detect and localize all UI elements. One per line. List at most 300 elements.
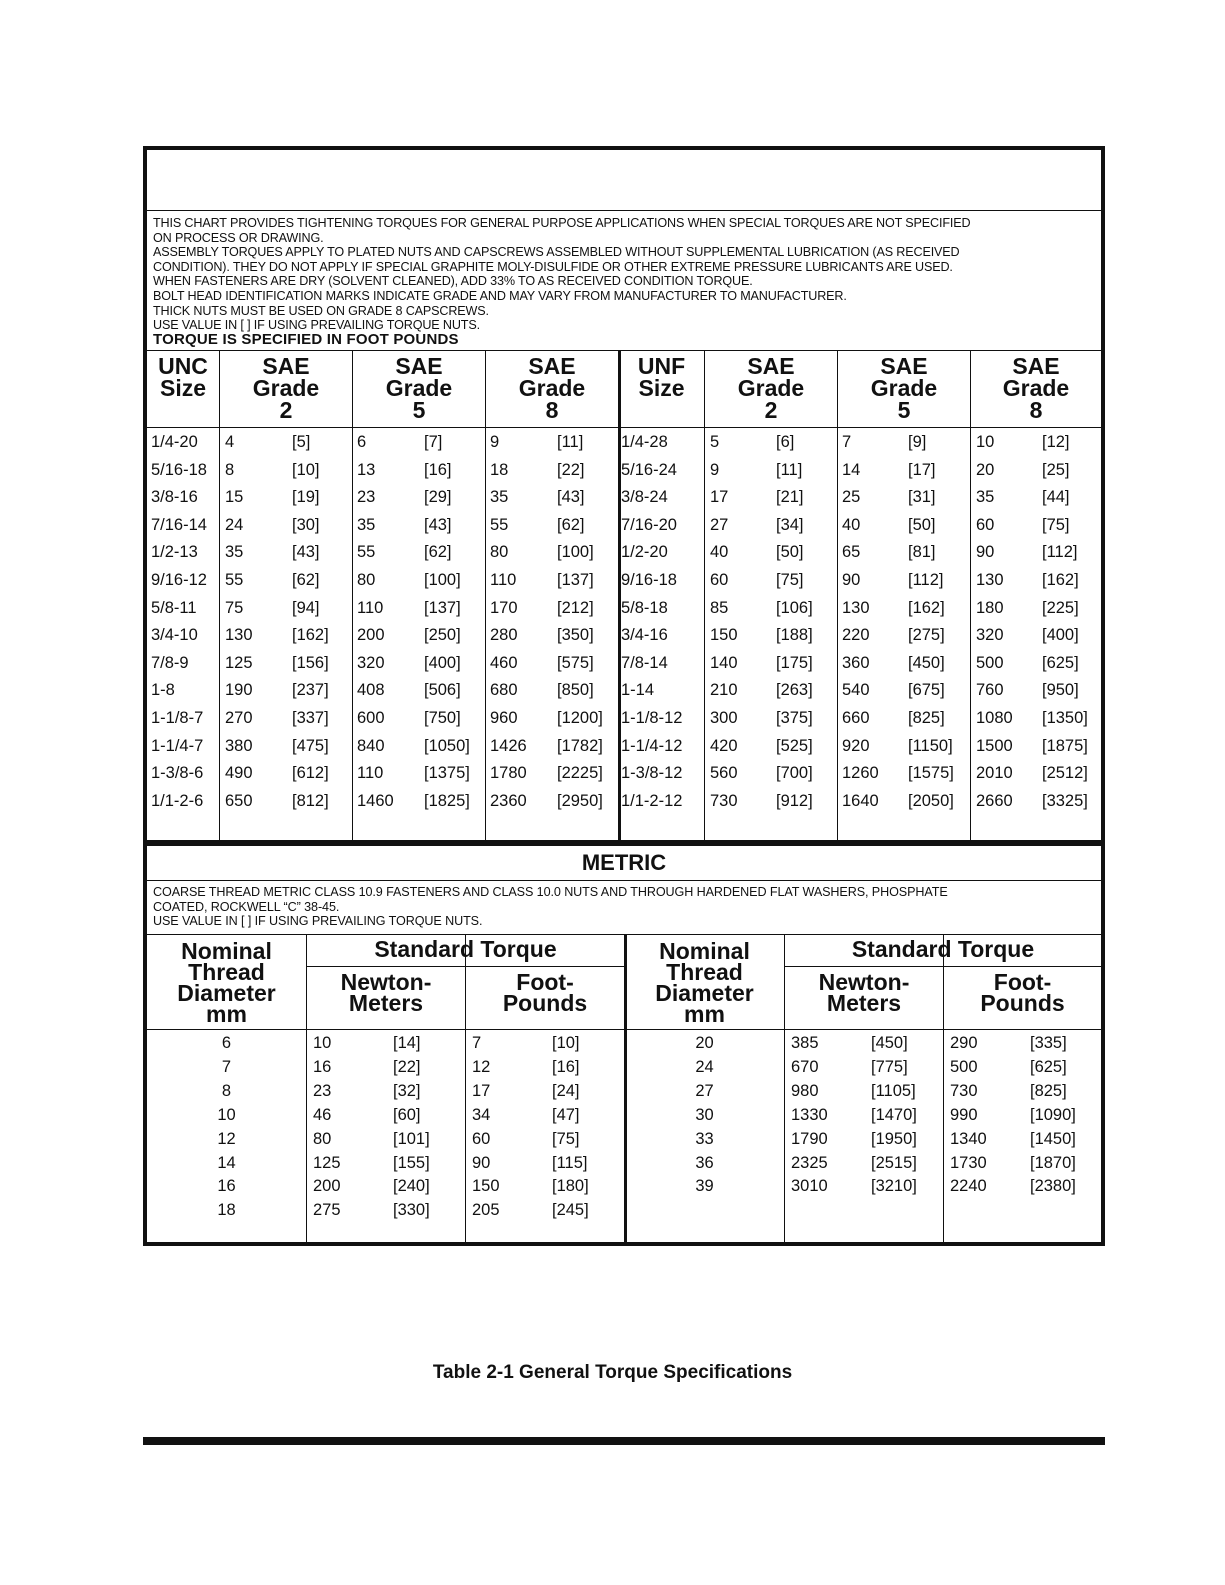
unc-cell: 9/16-12	[151, 571, 207, 589]
metric-right-cell: [1450]	[1030, 1129, 1076, 1148]
metric-right-cell: [2380]	[1030, 1177, 1076, 1196]
unf-cell: [34]	[776, 515, 804, 534]
unf-cell: 9/16-18	[621, 571, 677, 589]
unc-cell: 75	[225, 598, 244, 617]
metric-right-cell: [1090]	[1030, 1105, 1076, 1124]
metric-left-cell: [115]	[552, 1153, 588, 1172]
metric-right-cell: 500	[950, 1057, 978, 1076]
unc-cell: 35	[490, 488, 509, 507]
unf-cell: 60	[710, 571, 729, 589]
unf-cell: 500	[976, 653, 1004, 672]
unc-cell: [62]	[424, 543, 452, 562]
unc-cell: 1-1/8-7	[151, 709, 204, 727]
metric-right-cell: 670	[791, 1057, 819, 1076]
footer-rule	[143, 1437, 1105, 1445]
unf-cell: [2050]	[908, 791, 954, 810]
unc-cell: 2360	[490, 791, 527, 810]
metric-right-cell: [1950]	[871, 1129, 917, 1148]
unc-cell: 380	[225, 736, 253, 755]
unf-grade2-header: SAE Grade 2	[737, 353, 805, 423]
unf-cell: [81]	[908, 543, 936, 562]
unf-cell: [400]	[1042, 626, 1079, 645]
metric-left-cell: [47]	[552, 1105, 580, 1124]
metric-left-cell: 7	[221, 1057, 232, 1076]
chart-header-blank	[147, 150, 1101, 211]
metric-right-cell: [2515]	[871, 1153, 917, 1172]
unf-cell: [75]	[776, 571, 804, 589]
unc-cell: 170	[490, 598, 518, 617]
unf-cell: [11]	[776, 460, 803, 479]
metric-right-cell: 980	[791, 1081, 819, 1100]
metric-right-cell: 24	[695, 1057, 714, 1076]
unf-cell: 9	[710, 460, 720, 479]
unf-cell: 1640	[842, 791, 879, 810]
unf-cell: [2512]	[1042, 764, 1088, 783]
unc-cell: 110	[357, 764, 384, 783]
unc-cell: [1782]	[557, 736, 603, 755]
unf-cell: 10	[976, 433, 995, 451]
unc-cell: 6	[357, 433, 367, 451]
unf-cell: 40	[842, 515, 861, 534]
unf-cell: 150	[710, 626, 738, 645]
unf-cell: [17]	[908, 460, 936, 479]
unf-cell: [3325]	[1042, 791, 1088, 810]
unc-cell: [2225]	[557, 764, 603, 783]
metric-left-cell: [245]	[552, 1201, 589, 1220]
unf-cell: [25]	[1042, 460, 1070, 479]
metric-right-cell: [1870]	[1030, 1153, 1076, 1172]
unc-cell: [62]	[557, 515, 585, 534]
unc-cell: 3/8-16	[151, 488, 198, 507]
nominal-diameter-header-left: Nominal Thread Diameter mm	[177, 938, 276, 1027]
metric-right-cell: 385	[791, 1034, 819, 1052]
metric-left-cell: 6	[221, 1034, 232, 1052]
foot-pounds-header-left: Foot- Pounds	[502, 969, 588, 1016]
unf-cell: 140	[710, 653, 738, 672]
unc-cell: 270	[225, 709, 253, 727]
metric-left-cell: 23	[313, 1081, 332, 1100]
unf-cell: 220	[842, 626, 870, 645]
unf-cell: [912]	[776, 791, 813, 810]
unc-cell: [812]	[292, 791, 329, 810]
unf-cell: [275]	[908, 626, 945, 645]
unc-cell: [475]	[292, 736, 329, 755]
unf-cell: 3/8-24	[621, 488, 668, 507]
unc-cell: [94]	[292, 598, 320, 617]
metric-note-line: COATED, ROCKWELL “C” 38-45.	[153, 899, 340, 914]
metric-left-cell: 125	[313, 1153, 341, 1172]
unf-cell: [1575]	[908, 764, 954, 783]
unf-cell: 20	[976, 460, 995, 479]
unc-cell: [16]	[424, 460, 452, 479]
metric-right-cell: 3010	[791, 1177, 828, 1196]
unc-cell: 55	[490, 515, 509, 534]
unc-cell: 1/1-2-6	[151, 791, 204, 810]
inch-torque-table	[147, 350, 1101, 841]
metric-left-cell: 17	[472, 1081, 491, 1100]
unc-cell: [1050]	[424, 736, 470, 755]
metric-right-cell: 33	[695, 1129, 714, 1148]
metric-right-cell: [1470]	[871, 1105, 917, 1124]
section-divider	[147, 840, 1101, 846]
metric-left-cell: 14	[217, 1153, 236, 1172]
unf-cell: [50]	[908, 515, 936, 534]
note-line: THICK NUTS MUST BE USED ON GRADE 8 CAPSCREWS.	[153, 303, 489, 318]
metric-right-cell: 1340	[950, 1129, 987, 1148]
metric-left-cell: [240]	[393, 1177, 430, 1196]
torque-unit-note: TORQUE IS SPECIFIED IN FOOT POUNDS	[153, 330, 459, 348]
unf-cell: [225]	[1042, 598, 1079, 617]
unf-cell: 7	[842, 433, 852, 451]
unc-cell: [850]	[557, 681, 594, 700]
unc-cell: 1/4-20	[151, 433, 198, 451]
unf-cell: 1/4-28	[621, 433, 668, 451]
unf-cell: 65	[842, 543, 861, 562]
unf-cell: [112]	[1042, 543, 1078, 562]
unc-cell: 55	[225, 571, 244, 589]
unc-cell: 7/16-14	[151, 515, 207, 534]
unc-cell: 650	[225, 791, 253, 810]
unf-cell: [6]	[776, 433, 795, 451]
metric-notes	[153, 885, 1095, 929]
unc-cell: [1200]	[557, 709, 603, 727]
metric-left-cell: [22]	[393, 1057, 421, 1076]
unc-cell: [19]	[292, 488, 320, 507]
unc-cell: 680	[490, 681, 518, 700]
unc-cell: 55	[357, 543, 376, 562]
metric-left-cell: 12	[472, 1057, 491, 1076]
unc-cell: 600	[357, 709, 385, 727]
unf-cell: [375]	[776, 709, 813, 727]
unf-cell: [31]	[908, 488, 936, 507]
unf-cell: [625]	[1042, 653, 1079, 672]
note-line: CONDITION). THEY DO NOT APPLY IF SPECIAL GRAPHITE MOLY-DISULFIDE OR OTHER EXTREME PRESSURE LUBRICANTS ARE USED.	[153, 259, 953, 274]
unf-cell: 2660	[976, 791, 1013, 810]
metric-left-cell: 10	[313, 1034, 332, 1052]
unf-cell: [675]	[908, 681, 945, 700]
unf-cell: [450]	[908, 653, 945, 672]
metric-right-cell: 990	[950, 1105, 978, 1124]
metric-left-cell: 12	[217, 1129, 236, 1148]
unc-cell: [237]	[292, 681, 329, 700]
metric-right-cell: 36	[695, 1153, 714, 1172]
metric-right-cell: 1330	[791, 1105, 828, 1124]
unc-cell: 1-1/4-7	[151, 736, 204, 755]
unc-grade5-header: SAE Grade 5	[385, 353, 453, 423]
metric-right-cell: [775]	[871, 1057, 908, 1076]
unf-cell: [175]	[776, 653, 813, 672]
unc-cell: [1825]	[424, 791, 470, 810]
unf-cell: 27	[710, 515, 729, 534]
metric-note-line: USE VALUE IN [ ] IF USING PREVAILING TORQUE NUTS.	[153, 914, 483, 929]
unc-cell: 24	[225, 515, 244, 534]
metric-left-cell: 10	[217, 1105, 236, 1124]
metric-torque-table	[147, 934, 1101, 1243]
unc-cell: 5/8-11	[151, 598, 197, 617]
metric-right-cell: [3210]	[871, 1177, 917, 1196]
unf-cell: 320	[976, 626, 1004, 645]
unf-cell: 1/2-20	[621, 543, 668, 562]
metric-left-cell: 46	[313, 1105, 332, 1124]
unc-cell: [575]	[557, 653, 594, 672]
unf-cell: [525]	[776, 736, 813, 755]
metric-right-cell: [1105]	[871, 1081, 916, 1100]
unc-cell: [7]	[424, 433, 443, 451]
unc-cell: 15	[225, 488, 244, 507]
unc-cell: 1/2-13	[151, 543, 198, 562]
metric-title: METRIC	[581, 850, 667, 875]
newton-meters-header-left: Newton- Meters	[340, 969, 432, 1016]
metric-left-cell: 150	[472, 1177, 500, 1196]
unf-cell: 210	[710, 681, 738, 700]
unc-cell: 1-8	[151, 681, 175, 700]
unc-cell: 13	[357, 460, 376, 479]
unf-cell: [12]	[1042, 433, 1070, 451]
unc-cell: 7/8-9	[151, 653, 189, 672]
metric-left-cell: [180]	[552, 1177, 589, 1196]
unc-cell: [100]	[424, 571, 461, 589]
metric-left-cell: 60	[472, 1129, 491, 1148]
metric-left-cell: 18	[217, 1201, 236, 1220]
unf-cell: [21]	[776, 488, 804, 507]
unf-cell: [825]	[908, 709, 945, 727]
unc-cell: 320	[357, 653, 385, 672]
unf-cell: [263]	[776, 681, 813, 700]
metric-right-cell: 290	[950, 1034, 978, 1052]
metric-left-cell: [330]	[393, 1201, 430, 1220]
unf-cell: [162]	[908, 598, 945, 617]
metric-left-cell: [32]	[393, 1081, 421, 1100]
unc-cell: 490	[225, 764, 253, 783]
unc-cell: 35	[357, 515, 376, 534]
unc-cell: [43]	[292, 543, 320, 562]
unc-size-header: UNC Size	[158, 353, 208, 401]
unc-cell: 23	[357, 488, 376, 507]
note-line: USE VALUE IN [ ] IF USING PREVAILING TORQUE NUTS.	[153, 318, 480, 333]
unc-cell: [100]	[557, 543, 594, 562]
torque-chart-frame	[143, 146, 1105, 1246]
unc-cell: 408	[357, 681, 385, 700]
general-notes	[153, 216, 1093, 346]
unc-cell: [1375]	[424, 764, 470, 783]
unc-cell: 80	[490, 543, 509, 562]
unc-cell: 3/4-10	[151, 626, 198, 645]
note-line: ON PROCESS OR DRAWING.	[153, 230, 324, 245]
metric-left-cell: 34	[472, 1105, 491, 1124]
unc-cell: 8	[225, 460, 235, 479]
metric-left-cell: 200	[313, 1177, 341, 1196]
unf-cell: [162]	[1042, 571, 1079, 589]
unf-cell: 17	[710, 488, 729, 507]
unc-cell: 110	[357, 598, 384, 617]
unf-cell: 300	[710, 709, 738, 727]
unf-cell: [112]	[908, 571, 944, 589]
unf-grade5-header: SAE Grade 5	[870, 353, 938, 423]
newton-meters-header-right: Newton- Meters	[818, 969, 910, 1016]
unc-cell: 80	[357, 571, 376, 589]
metric-right-cell: 20	[695, 1034, 714, 1052]
unc-cell: [62]	[292, 571, 320, 589]
unc-cell: [5]	[292, 433, 311, 451]
unf-cell: [9]	[908, 433, 927, 451]
unf-cell: [1875]	[1042, 736, 1088, 755]
table-caption: Table 2-1 General Torque Specifications	[432, 1362, 793, 1383]
unf-cell: 2010	[976, 764, 1013, 783]
unf-cell: 1/1-2-12	[621, 791, 683, 810]
unc-cell: 1426	[490, 736, 527, 755]
metric-left-cell: [16]	[552, 1057, 580, 1076]
foot-pounds-header-right: Foot- Pounds	[980, 969, 1065, 1016]
unf-cell: 420	[710, 736, 738, 755]
unf-cell: 90	[976, 543, 995, 562]
metric-right-cell: [335]	[1030, 1034, 1067, 1052]
note-line: ASSEMBLY TORQUES APPLY TO PLATED NUTS AND CAPSCREWS ASSEMBLED WITHOUT SUPPLEMENTAL LUBRICATION (AS RECEIVED	[153, 245, 960, 260]
unf-cell: 730	[710, 791, 738, 810]
unc-cell: 460	[490, 653, 518, 672]
unf-size-header: UNF Size	[637, 353, 686, 401]
metric-left-cell: 90	[472, 1153, 491, 1172]
unc-cell: 1-3/8-6	[151, 764, 204, 783]
metric-left-cell: [101]	[393, 1129, 430, 1148]
unc-cell: 18	[490, 460, 509, 479]
unf-cell: 3/4-16	[621, 626, 668, 645]
unc-cell: 110	[490, 571, 517, 589]
unf-cell: [1350]	[1042, 709, 1088, 727]
unf-cell: 7/8-14	[621, 653, 668, 672]
metric-left-cell: [155]	[393, 1153, 430, 1172]
metric-right-cell: [450]	[871, 1034, 908, 1052]
unc-cell: 840	[357, 736, 385, 755]
unf-cell: 90	[842, 571, 861, 589]
unf-cell: 360	[842, 653, 870, 672]
unf-cell: 180	[976, 598, 1004, 617]
standard-torque-header-left: Standard Torque	[374, 936, 557, 962]
unf-cell: [106]	[776, 598, 813, 617]
unc-cell: 1460	[357, 791, 394, 810]
unf-cell: [188]	[776, 626, 813, 645]
unc-cell: [506]	[424, 681, 461, 700]
metric-left-cell: [60]	[393, 1105, 421, 1124]
unc-cell: [43]	[424, 515, 452, 534]
metric-right-cell: 39	[695, 1177, 714, 1196]
unf-cell: 560	[710, 764, 738, 783]
note-line: BOLT HEAD IDENTIFICATION MARKS INDICATE GRADE AND MAY VARY FROM MANUFACTURER TO MANUFACTURER.	[153, 288, 847, 303]
unf-cell: 14	[842, 460, 861, 479]
metric-left-cell: 16	[217, 1177, 236, 1196]
metric-left-cell: [75]	[552, 1129, 580, 1148]
unf-cell: 660	[842, 709, 870, 727]
unf-cell: 540	[842, 681, 870, 700]
unc-cell: [43]	[557, 488, 585, 507]
metric-right-cell: 30	[695, 1105, 714, 1124]
unf-cell: 1-14	[621, 681, 655, 700]
unf-cell: 920	[842, 736, 870, 755]
unc-grade8-header: SAE Grade 8	[518, 353, 586, 423]
unc-cell: 4	[225, 433, 235, 451]
metric-right-cell: 2240	[950, 1177, 987, 1196]
unf-cell: 7/16-20	[621, 515, 677, 534]
metric-left-cell: 7	[472, 1034, 482, 1052]
metric-left-cell: 8	[221, 1081, 232, 1100]
unc-cell: [137]	[424, 598, 461, 617]
unf-cell: 60	[976, 515, 995, 534]
unf-cell: [700]	[776, 764, 813, 783]
unf-cell: 1-1/4-12	[621, 736, 683, 755]
metric-left-cell: 205	[472, 1201, 500, 1220]
unc-cell: 190	[225, 681, 253, 700]
note-line: WHEN FASTENERS ARE DRY (SOLVENT CLEANED), ADD 33% TO AS RECEIVED CONDITION TORQUE.	[153, 274, 753, 289]
unc-cell: [11]	[557, 433, 584, 451]
unf-cell: 35	[976, 488, 995, 507]
metric-left-cell: [24]	[552, 1081, 580, 1100]
unc-cell: [750]	[424, 709, 461, 727]
metric-right-cell: 730	[950, 1081, 978, 1100]
metric-right-cell: [625]	[1030, 1057, 1067, 1076]
unc-cell: [250]	[424, 626, 461, 645]
unc-cell: [10]	[292, 460, 320, 479]
unf-grade8-header: SAE Grade 8	[1002, 353, 1070, 423]
metric-right-cell: [825]	[1030, 1081, 1067, 1100]
metric-right-cell: 27	[695, 1081, 714, 1100]
unc-cell: 9	[490, 433, 500, 451]
unf-cell: [1150]	[908, 736, 953, 755]
unf-cell: 760	[976, 681, 1004, 700]
metric-left-cell: 80	[313, 1129, 332, 1148]
unc-cell: [337]	[292, 709, 329, 727]
unc-cell: [29]	[424, 488, 452, 507]
unc-cell: 130	[225, 626, 253, 645]
unc-grade2-header: SAE Grade 2	[252, 353, 320, 423]
nominal-diameter-header-right: Nominal Thread Diameter mm	[655, 938, 754, 1027]
unf-cell: 1-3/8-12	[621, 764, 683, 783]
unc-cell: 35	[225, 543, 244, 562]
unc-cell: [212]	[557, 598, 594, 617]
metric-right-cell: 1730	[950, 1153, 987, 1172]
unf-cell: 40	[710, 543, 729, 562]
metric-left-cell: [14]	[393, 1034, 421, 1052]
unf-cell: 85	[710, 598, 729, 617]
unf-cell: [50]	[776, 543, 804, 562]
metric-left-cell: [10]	[552, 1034, 580, 1052]
unf-cell: 1-1/8-12	[621, 709, 683, 727]
unc-cell: [22]	[557, 460, 585, 479]
unf-cell: 5/16-24	[621, 460, 677, 479]
unc-cell: 200	[357, 626, 385, 645]
metric-right-cell: 1790	[791, 1129, 828, 1148]
unc-cell: 1780	[490, 764, 527, 783]
unf-cell: [44]	[1042, 488, 1070, 507]
unc-cell: [350]	[557, 626, 594, 645]
note-line: THIS CHART PROVIDES TIGHTENING TORQUES FOR GENERAL PURPOSE APPLICATIONS WHEN SPECIAL TORQUES ARE NOT SPECIFIED	[153, 216, 971, 230]
unc-cell: [156]	[292, 653, 329, 672]
unc-cell: [30]	[292, 515, 320, 534]
unc-cell: 125	[225, 653, 253, 672]
metric-left-cell: 16	[313, 1057, 332, 1076]
unc-cell: [2950]	[557, 791, 603, 810]
unf-cell: [75]	[1042, 515, 1070, 534]
unf-cell: 1080	[976, 709, 1013, 727]
unc-cell: 5/16-18	[151, 460, 207, 479]
unf-cell: 1500	[976, 736, 1013, 755]
unc-cell: [137]	[557, 571, 594, 589]
metric-left-cell: 275	[313, 1201, 341, 1220]
unc-cell: [162]	[292, 626, 329, 645]
unc-cell: 960	[490, 709, 518, 727]
unf-cell: 1260	[842, 764, 879, 783]
unf-cell: 130	[842, 598, 870, 617]
unf-cell: 5/8-18	[621, 598, 668, 617]
standard-torque-header-right: Standard Torque	[851, 936, 1035, 962]
